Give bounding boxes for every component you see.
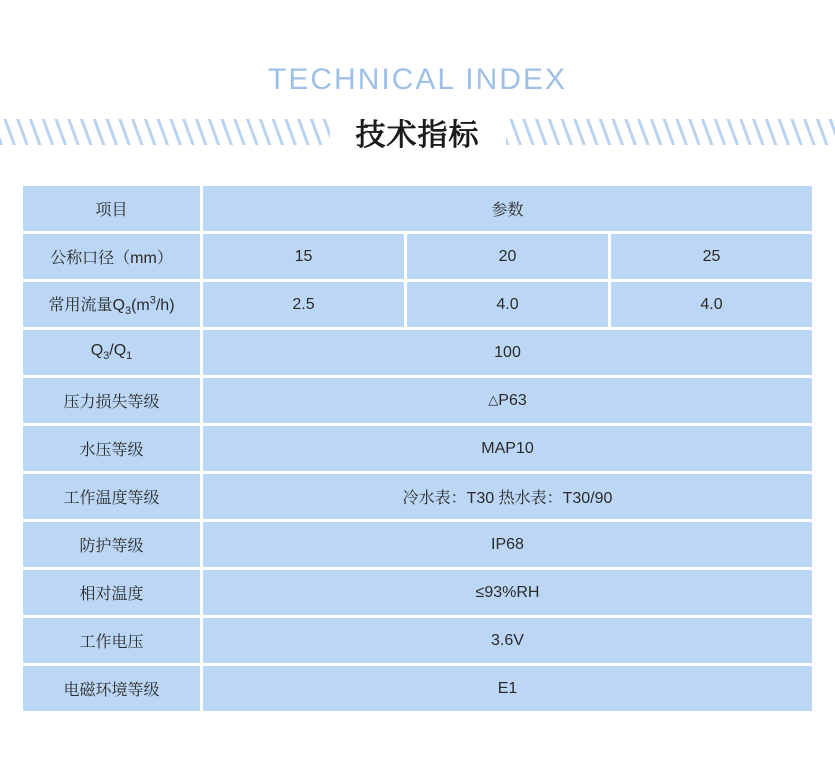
row-label-permanent-flow [23, 282, 200, 327]
label-subscript-3: 3 [103, 350, 110, 363]
technical-index-table [20, 183, 815, 714]
cell-pressure-loss [203, 378, 812, 423]
table-row [23, 234, 812, 279]
label-text-suffix: /h) [155, 296, 175, 314]
cell-dn20: 20 [407, 234, 608, 279]
row-label-q3-q1-ratio [23, 330, 200, 375]
page-title-chinese: 技术指标 [355, 119, 480, 152]
table-row [23, 618, 812, 663]
row-label-water-pressure-class: 水压等级 [23, 426, 200, 471]
cell-voltage: 3.6V [203, 618, 812, 663]
table-header-row [23, 186, 812, 231]
cell-humidity: ≤93%RH [203, 570, 812, 615]
row-label-relative-humidity: 相对温度 [23, 570, 200, 615]
table-row [23, 570, 812, 615]
triangle-delta-icon: △ [488, 391, 499, 407]
table-header-parameter: 参数 [203, 186, 812, 231]
cell-ratio: 100 [203, 330, 812, 375]
page-header [0, 0, 835, 155]
cell-q3-25: 4.0 [611, 282, 812, 327]
row-label-protection-class: 防护等级 [23, 522, 200, 567]
label-superscript-3: 3 [149, 294, 156, 307]
cell-working-temperature: 冷水表：T30 热水表：T30/90 [203, 474, 812, 519]
table-row [23, 474, 812, 519]
label-subscript-1: 1 [126, 350, 133, 363]
row-label-working-temperature-class: 工作温度等级 [23, 474, 200, 519]
page-title-english: TECHNICAL INDEX [268, 63, 567, 96]
cell-emc: E1 [203, 666, 812, 711]
cell-water-pressure: MAP10 [203, 426, 812, 471]
cell-q3-20: 4.0 [407, 282, 608, 327]
cell-dn15: 15 [203, 234, 404, 279]
cell-q3-15: 2.5 [203, 282, 404, 327]
label-text-prefix: 常用流量Q [48, 296, 125, 314]
row-label-working-voltage: 工作电压 [23, 618, 200, 663]
hatch-stripes-left-icon [0, 119, 330, 145]
table-row [23, 522, 812, 567]
cell-protection: IP68 [203, 522, 812, 567]
table-header-item: 项目 [23, 186, 200, 231]
label-q: Q [90, 342, 104, 360]
cell-pressure-loss-text: P63 [498, 391, 527, 409]
label-text-mid: (m [131, 296, 150, 314]
row-label-nominal-diameter: 公称口径（mm） [23, 234, 200, 279]
title-row [0, 109, 835, 155]
table-row [23, 426, 812, 471]
hatch-stripes-right-icon [506, 119, 835, 145]
table-row [23, 666, 812, 711]
label-slash-q: /Q [109, 342, 127, 360]
spec-table-wrapper [20, 183, 815, 714]
table-row [23, 378, 812, 423]
cell-dn25: 25 [611, 234, 812, 279]
table-row [23, 330, 812, 375]
row-label-emc-class: 电磁环境等级 [23, 666, 200, 711]
table-row [23, 282, 812, 327]
label-subscript-3: 3 [124, 305, 132, 318]
row-label-pressure-loss-class: 压力损失等级 [23, 378, 200, 423]
